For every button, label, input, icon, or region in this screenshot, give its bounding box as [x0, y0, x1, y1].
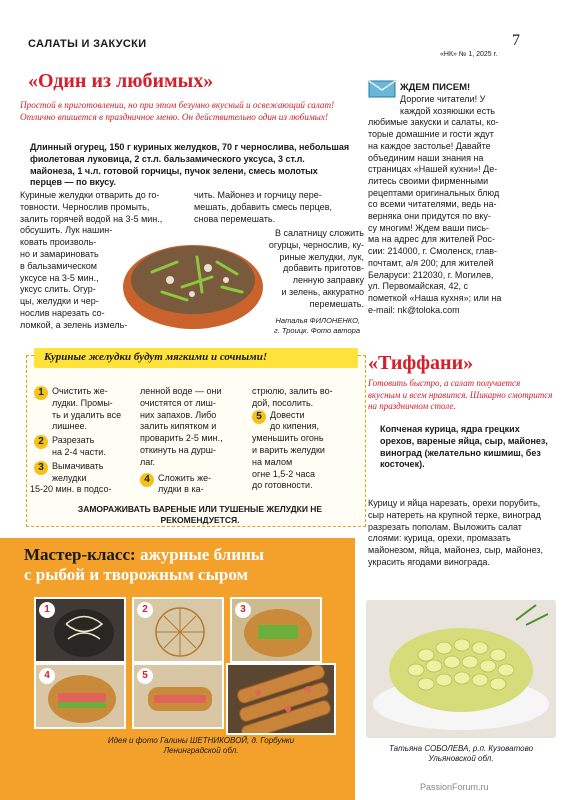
tiffany-salad-photo — [366, 600, 556, 738]
text-line: ть и удалить все — [52, 409, 122, 420]
text-line: 15-20 мин. в подсо- — [30, 484, 112, 495]
text-line: уксус слить. Огур- — [20, 284, 96, 295]
text-line: в бальзамическом — [20, 260, 97, 271]
text-line: Сложить же- — [158, 472, 212, 483]
text-line: пометкой «Наша кухня»; или на — [368, 292, 502, 303]
text-line: Вымачивать — [52, 460, 104, 471]
text-line: ленную заправку — [292, 275, 364, 286]
text-line: ленной воде — они — [140, 386, 222, 396]
step-number: 2 — [34, 435, 48, 449]
text-line: В салатницу сложить — [275, 228, 364, 238]
masterclass-title-prefix: Мастер-класс: — [24, 545, 136, 564]
text-line: залить горячей водой на 3-5 мин., — [20, 213, 163, 224]
text-line: и варить желудки — [252, 444, 325, 455]
tip-step-1 — [34, 386, 139, 433]
text-line: на каждое застолье! Давайте — [368, 140, 491, 151]
letters-body — [368, 94, 554, 316]
text-line: литесь своими фирменными — [368, 175, 489, 186]
tip-warning: ЗАМОРАЖИВАТЬ ВАРЕНЫЕ ИЛИ ТУШЕНЫЕ ЖЕЛУДКИ НЕ РЕКОМЕНДУЕТСЯ. — [77, 504, 323, 525]
text-line: сии: 214000, г. Смоленск, глав- — [368, 246, 498, 257]
text-line: на малом — [252, 456, 293, 467]
letters-header: ЖДЕМ ПИСЕМ! — [400, 82, 471, 93]
text-line: обсушить. Лук нашин- — [20, 225, 113, 236]
text-line: но и замариновать — [20, 248, 99, 259]
credit-place: г. Троицк. Фото автора — [274, 326, 360, 335]
tip-step-5 — [252, 410, 362, 434]
step-badge: 1 — [39, 602, 55, 618]
text-line: лишнее. — [52, 421, 87, 432]
text-line: залить кипятком и — [140, 421, 217, 432]
text-line: Разрезать — [52, 435, 95, 446]
text-line: лудки в ка- — [158, 484, 204, 495]
text-line: ма на адрес для жителей Рос- — [368, 234, 495, 245]
text-line: каждой хозяюшки есть — [400, 105, 496, 116]
recipe1-credit — [180, 316, 360, 336]
tip-column-1 — [30, 386, 139, 496]
step-photo-1 — [34, 597, 126, 663]
recipe2-lead: Готовить быстро, а салат получается вкусным и всем нравится. Шикарно смотрится на праздничном столе. — [368, 378, 553, 411]
section-title: САЛАТЫ И ЗАКУСКИ — [28, 38, 147, 50]
step-number: 5 — [252, 410, 266, 424]
step-number: 3 — [34, 461, 48, 475]
text-line: огурцы, чернослив, ку- — [268, 239, 364, 250]
masterclass-title-line2: с рыбой и творожным сыром — [24, 565, 249, 584]
text-line: Очистить же- — [52, 386, 108, 396]
step-badge: 2 — [137, 602, 153, 618]
text-line: ломкой, а зелень измель- — [20, 319, 128, 330]
text-line: рецептами оригинальных блюд — [368, 187, 500, 198]
text-line: верняка они придутся по вку- — [368, 211, 491, 222]
text-line: очистятся от лиш- — [140, 397, 216, 408]
page-number: 7 — [512, 32, 520, 49]
tip-column-3 — [252, 386, 362, 492]
text-line: на 2-4 части. — [52, 446, 106, 457]
text-line: лудки. Промы- — [52, 397, 113, 408]
recipe1-ingredients: Длинный огурец, 150 г куриных желудков, 70 г чернослива, небольшая фиолетовая луковица, 2 ст.л. бальзамического уксуса, 3 ст.л. майонеза, 1 ч.л. готовой горчицы, пучок зелени, смесь молотых перцев — по вкусу. — [30, 142, 350, 188]
text-line: ул. Первомайская, 42, с — [368, 281, 468, 292]
recipe1-title: «Один из любимых» — [28, 70, 214, 92]
letters-box — [368, 78, 554, 346]
text-line: до готовности. — [252, 480, 313, 491]
text-line: почтамт, а/я 200; для жителей — [368, 257, 494, 268]
text-line: Куриные желудки отварить до го- — [20, 190, 160, 200]
text-line: добавить приготов- — [283, 263, 364, 274]
text-line: уменьшить огонь — [252, 433, 324, 444]
recipe1-column-3 — [260, 228, 364, 311]
text-line: Довести — [270, 409, 305, 420]
text-line: ковать произволь- — [20, 237, 97, 248]
text-line: и зелень, аккуратно — [281, 286, 364, 297]
text-line: со всеми читателями, ведь на- — [368, 199, 497, 210]
recipe2-title: «Тиффани» — [368, 352, 474, 374]
text-line: огне 1,5-2 часа — [252, 468, 315, 479]
recipe2-credit: Татьяна СОБОЛЕВА, р.п. Кузоватово Ульяновской обл. — [388, 744, 534, 763]
text-line: цы, желудки и чер- — [20, 296, 99, 307]
text-line: откинуть на дурш- — [140, 444, 217, 455]
text-line: лаг. — [140, 456, 155, 467]
tip-step-2 — [34, 435, 139, 459]
text-line: мешать, добавить смесь перцев, — [194, 201, 332, 212]
recipe2-ingredients: Копченая курица, ядра грецких орехов, вареные яйца, сыр, майонез, виноград (желательно кишмиш, без косточек). — [380, 424, 548, 470]
tip-step-3 — [34, 461, 139, 485]
step-badge: 3 — [235, 602, 251, 618]
step-number: 1 — [34, 386, 48, 400]
tip-title: Куриные желудки будут мягкими и сочными! — [34, 348, 358, 368]
text-line: e-mail: nk@toloka.com — [368, 304, 460, 315]
recipe2-text: Курицу и яйца нарезать, орехи порубить, сыр натереть на крупной терке, виноград разрезать пополам. Выложить салат слоями: курица, орехи, промазать майонезом, яйца, майонез, сыр, майонез, украсить ягодами винограда. — [368, 498, 544, 567]
masterclass-title — [24, 545, 264, 585]
text-line: торые домашние и гости ждут — [368, 129, 494, 140]
text-line: Дорогие читатели! У — [400, 94, 486, 104]
watermark: PassionForum.ru — [420, 782, 489, 792]
text-line: них запахов. Либо — [140, 409, 217, 420]
recipe1-lead: Простой в приготовлении, но при этом безумно вкусный и освежающий салат! Отлично впишется в праздничное меню. Он действительно один из любимых! — [20, 100, 335, 122]
text-line: уксусе на 3-5 мин., — [20, 272, 99, 283]
step-photo-2 — [132, 597, 224, 663]
masterclass-title-rest: ажурные блины — [139, 545, 265, 564]
step-photo-5 — [132, 663, 224, 729]
issue-label: «НК» № 1, 2025 г. — [440, 51, 498, 58]
text-line: объединим наши знания на — [368, 152, 484, 163]
pancake-rolls-photo — [226, 663, 336, 735]
text-line: желудки — [52, 472, 87, 483]
text-line: нослив нарезать со- — [20, 307, 105, 318]
text-line: риные желудки, лук, — [279, 251, 364, 262]
text-line: страницах «Нашей кухни»! Де- — [368, 164, 498, 175]
text-line: чить. Майонез и горчицу пере- — [194, 190, 322, 200]
recipe1-column-2 — [194, 190, 359, 225]
text-line: снова перемешать. — [194, 213, 276, 224]
text-line: стрюлю, залить во- — [252, 386, 333, 396]
text-line: дой, посолить. — [252, 397, 314, 408]
text-line: товности. Чернослив промыть, — [20, 201, 150, 212]
step-photo-3 — [230, 597, 322, 663]
tip-column-2 — [140, 386, 250, 496]
step-number: 4 — [140, 473, 154, 487]
tip-step-4 — [140, 473, 250, 497]
step-photo-4 — [34, 663, 126, 729]
step-badge: 5 — [137, 668, 153, 684]
step-badge: 4 — [39, 668, 55, 684]
credit-name: Наталья ФИЛОНЕНКО, — [275, 316, 360, 325]
text-line: любимые закуски и салаты, ко- — [368, 117, 499, 128]
text-line: проварить 2-5 мин., — [140, 433, 223, 444]
text-line: перемешать. — [309, 298, 364, 309]
text-line: су многим! Ждем ваши пись- — [368, 222, 489, 233]
masterclass-credit: Идея и фото Галины ШЕТНИКОВОЙ, д. Горбунки Ленинградской обл. — [107, 736, 295, 755]
text-line: Беларуси: 212030, г. Могилев, — [368, 269, 494, 280]
text-line: до кипения, — [270, 421, 319, 432]
